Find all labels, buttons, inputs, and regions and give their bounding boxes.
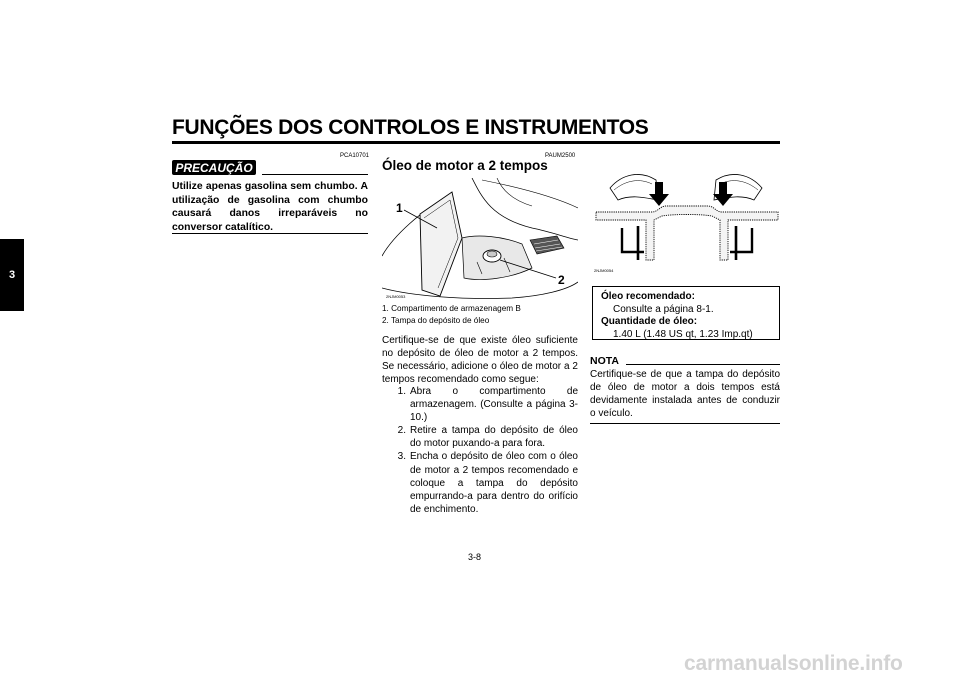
figure-code-1: 2NJM0053 bbox=[386, 294, 406, 299]
callout-2: 2 bbox=[558, 273, 565, 287]
step-text: Encha o depósito de óleo com o óleo de motor a 2 tempos recomendado e coloque a tampa do depósito empurrando-a para dentro do orifício de enchimento. bbox=[410, 451, 578, 515]
caution-rule bbox=[262, 174, 368, 175]
section-code: PAUM2500 bbox=[545, 153, 576, 159]
oil-spec-box bbox=[592, 286, 780, 340]
spec-value-recommended: Consulte a página 8-1. bbox=[613, 303, 714, 315]
step-number: 3. bbox=[397, 451, 406, 463]
page-number: 3-8 bbox=[468, 552, 482, 562]
nota-label: NOTA bbox=[590, 355, 619, 367]
page-header-title: FUNÇÕES DOS CONTROLOS E INSTRUMENTOS bbox=[172, 116, 649, 139]
steps-list bbox=[382, 385, 578, 516]
step-text: Retire a tampa do depósito de óleo do motor puxando-a para fora. bbox=[410, 425, 578, 450]
callout-1: 1 bbox=[396, 201, 403, 215]
section-title: Óleo de motor a 2 tempos bbox=[382, 158, 548, 173]
nota-rule bbox=[626, 364, 780, 365]
legend-item: 2. Tampa do depósito de óleo bbox=[382, 316, 490, 325]
step-number: 2. bbox=[397, 425, 406, 437]
storage-compartment-illustration bbox=[382, 178, 578, 302]
list-item bbox=[382, 450, 578, 515]
caution-code: PCA10701 bbox=[340, 153, 370, 159]
caution-text: Utilize apenas gasolina sem chumbo. A utilização de gasolina com chumbo causará danos irreparáveis no conversor catalítico. bbox=[172, 181, 368, 233]
spec-label-quantity: Quantidade de óleo: bbox=[601, 316, 698, 328]
chapter-tab bbox=[0, 239, 24, 311]
header-rule bbox=[172, 141, 780, 144]
caution-bottom-rule bbox=[172, 233, 368, 234]
figure-code-2: 2NJM0054 bbox=[594, 268, 614, 273]
nota-bottom-rule bbox=[590, 423, 780, 424]
watermark: carmanualsonline.info bbox=[684, 652, 903, 675]
step-number: 1. bbox=[397, 386, 406, 397]
step-text: Abra o compartimento de armazenagem. (Consulte a página 3-10.) bbox=[410, 386, 578, 424]
spec-label-recommended: Óleo recomendado: bbox=[601, 291, 695, 302]
caution-badge bbox=[172, 160, 256, 175]
spec-value-quantity: 1.40 L (1.48 US qt, 1.23 Imp.qt) bbox=[613, 328, 753, 340]
list-item bbox=[382, 385, 578, 424]
caution-badge-label: PRECAUÇÃO bbox=[175, 160, 253, 175]
oil-cap-installation-diagram bbox=[592, 160, 782, 275]
figure-legend bbox=[382, 303, 578, 327]
nota-text: Certifique-se de que a tampa do depósito de óleo de motor a dois tempos está devidamente instalada antes de conduzir o veículo. bbox=[590, 369, 780, 420]
intro-paragraph: Certifique-se de que existe óleo suficiente no depósito de óleo de motor a 2 tempos. Se necessário, adicione o óleo de motor a 2 tempos recomendado como segue: bbox=[382, 335, 578, 386]
chapter-tab-number: 3 bbox=[8, 269, 16, 281]
list-item bbox=[382, 424, 578, 450]
legend-item: 1. Compartimento de armazenagem B bbox=[382, 304, 521, 313]
